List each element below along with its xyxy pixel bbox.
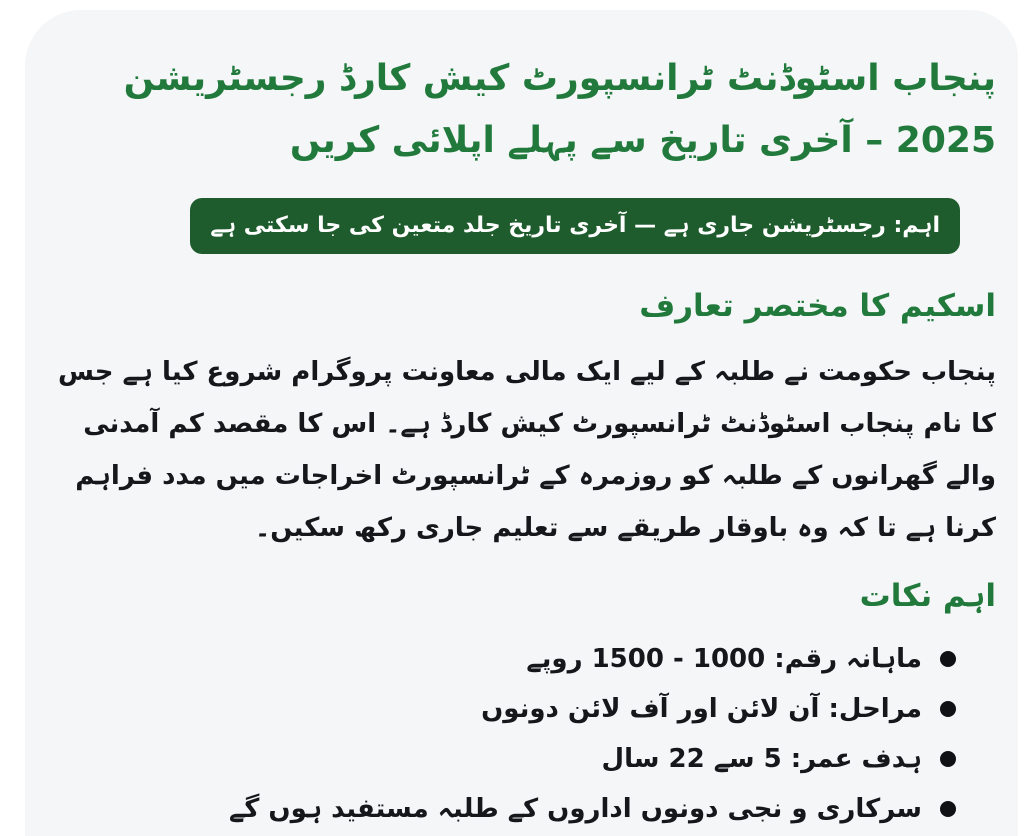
list-item <box>55 634 956 684</box>
bullet-icon <box>940 751 956 767</box>
bullet-icon <box>940 651 956 667</box>
list-item-text: مراحل: آن لائن اور آف لائن دونوں <box>481 693 922 724</box>
key-points-list <box>55 634 956 834</box>
list-item-text: ہدف عمر: 5 سے 22 سال <box>601 743 922 774</box>
key-points-heading: اہم نکات <box>859 577 996 614</box>
bullet-icon <box>940 801 956 817</box>
list-item-text: سرکاری و نجی دونوں اداروں کے طلبہ مستفید ہوں گے <box>229 793 922 824</box>
list-item <box>55 734 956 784</box>
intro-paragraph: پنجاب حکومت نے طلبہ کے لیے ایک مالی معاونت پروگرام شروع کیا ہے جس کا نام پنجاب اسٹوڈنٹ ٹرانسپورٹ کیش کارڈ ہے۔ اس کا مقصد کم آمدنی والے گھرانوں کے طلبہ کو روزمرہ کے ٹرانسپورٹ اخراجات میں مدد فراہم کرنا ہے تا کہ وہ باوقار طریقے سے تعلیم جاری رکھ سکیں۔ <box>57 356 996 543</box>
notice-text: اہم: رجسٹریشن جاری ہے — آخری تاریخ جلد متعین کی جا سکتی ہے <box>210 212 940 238</box>
bullet-icon <box>940 701 956 717</box>
list-item <box>55 784 956 834</box>
list-item-text: ماہانہ رقم: 1000 - 1500 روپے <box>526 643 922 674</box>
notice-banner <box>190 198 960 254</box>
intro-heading: اسکیم کا مختصر تعارف <box>639 287 996 324</box>
list-item <box>55 684 956 734</box>
page-title: پنجاب اسٹوڈنٹ ٹرانسپورٹ کیش کارڈ رجسٹریشن 2025 – آخری تاریخ سے پہلے اپلائی کریں <box>123 58 996 161</box>
article-card <box>25 10 1018 836</box>
